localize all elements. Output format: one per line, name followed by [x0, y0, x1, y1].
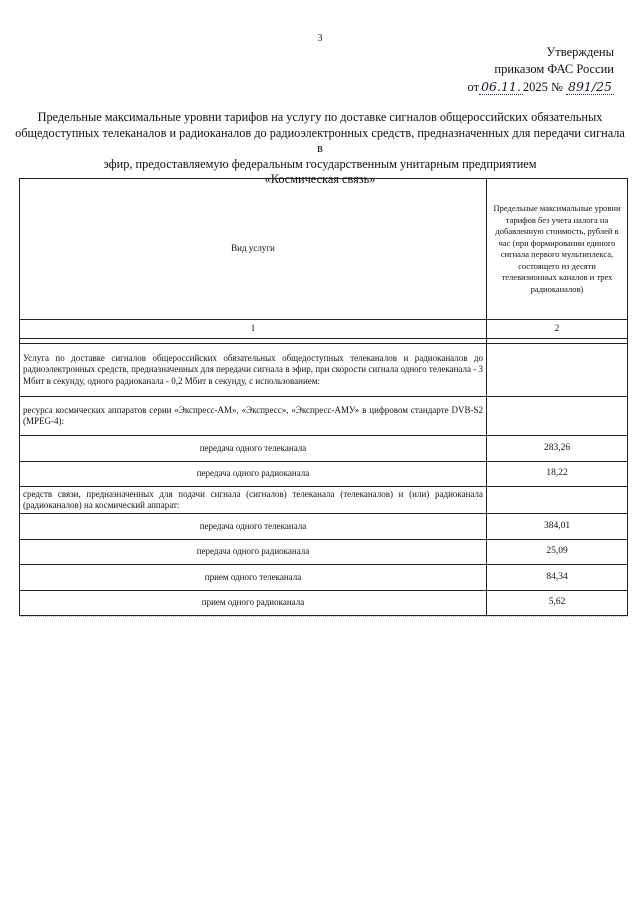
approval-date-line — [454, 78, 614, 96]
table-row — [20, 590, 628, 616]
row-tariff-value: 283,26 — [487, 436, 628, 462]
header-tariff-levels: Предельные максимальные уровни тарифов без учета налога на добавленную стоимость, рублей в час (при формировании единого сигнала первого мультиплекса, состоящего из десяти телевизионных каналов и трех радиоканалов) — [487, 179, 628, 320]
service-description-row — [20, 344, 628, 397]
document-title — [14, 110, 626, 188]
section-1-label: ресурса космических аппаратов серии «Экспресс-АМ», «Экспресс», «Экспресс-АМУ» в цифровом стандарте DVB-S2 (MPEG-4): — [20, 397, 487, 436]
section-1-label-row — [20, 397, 628, 436]
table-row — [20, 565, 628, 591]
header-service-type: Вид услуги — [20, 179, 487, 320]
section-2-label: средств связи, предназначенных для подачи сигнала (сигналов) телеканала (телеканалов) и (или) радиоканала (радиоканалов) на космический аппарат: — [20, 487, 487, 514]
title-line-1: Предельные максимальные уровни тарифов на услугу по доставке сигналов общероссийских обязательных — [37, 110, 603, 124]
approval-block — [454, 44, 614, 96]
row-tariff-value: 5,62 — [487, 590, 628, 616]
table-row — [20, 461, 628, 487]
tariffs-table — [19, 178, 628, 616]
row-tariff-value: 384,01 — [487, 514, 628, 540]
empty-cell — [487, 344, 628, 397]
row-service-name: передача одного радиоканала — [20, 461, 487, 487]
title-line-3: эфир, предоставляемую федеральным государственным унитарным предприятием — [103, 156, 537, 171]
approval-date-handwritten: 06.11. — [481, 79, 521, 94]
table-row — [20, 436, 628, 462]
table-header-row — [20, 179, 628, 320]
table-row — [20, 514, 628, 540]
row-tariff-value: 18,22 — [487, 461, 628, 487]
section-2-label-row — [20, 487, 628, 514]
column-number-1: 1 — [20, 320, 487, 339]
row-service-name: прием одного радиоканала — [20, 590, 487, 616]
approval-line-1: Утверждены — [546, 45, 614, 59]
empty-cell — [487, 397, 628, 436]
title-line-4: «Космическая связь» — [264, 172, 376, 186]
row-service-name: передача одного телеканала — [20, 514, 487, 540]
service-description: Услуга по доставке сигналов общероссийских обязательных общедоступных телеканалов и радиоканалов до радиоэлектронных средств, предназначенных для передачи сигнала в эфир, при скорости сигнала одного телеканала - 3 Мбит в секунду, одного радиоканала - 0,2 Мбит в секунду, с использованием: — [20, 344, 487, 397]
title-line-2: общедоступных телеканалов и радиоканалов до радиоэлектронных средств, предназначенных для передачи сигнала в — [15, 125, 625, 155]
scan-artifact-line — [20, 616, 628, 621]
row-service-name: передача одного телеканала — [20, 436, 487, 462]
page-number: 3 — [317, 33, 323, 44]
approval-year: 2025 — [522, 80, 548, 94]
column-number-2: 2 — [487, 320, 628, 339]
approval-line-2: приказом ФАС России — [494, 62, 614, 76]
column-number-row — [20, 320, 628, 339]
row-tariff-value: 84,34 — [487, 565, 628, 591]
table-row — [20, 539, 628, 565]
approval-number-sign: № — [550, 80, 563, 94]
row-service-name: прием одного телеканала — [20, 565, 487, 591]
row-service-name: передача одного радиоканала — [20, 539, 487, 565]
approval-from-prefix: от — [467, 80, 480, 94]
row-tariff-value: 25,09 — [487, 539, 628, 565]
approval-number-handwritten: 891/25 — [568, 79, 612, 94]
empty-cell — [487, 487, 628, 514]
